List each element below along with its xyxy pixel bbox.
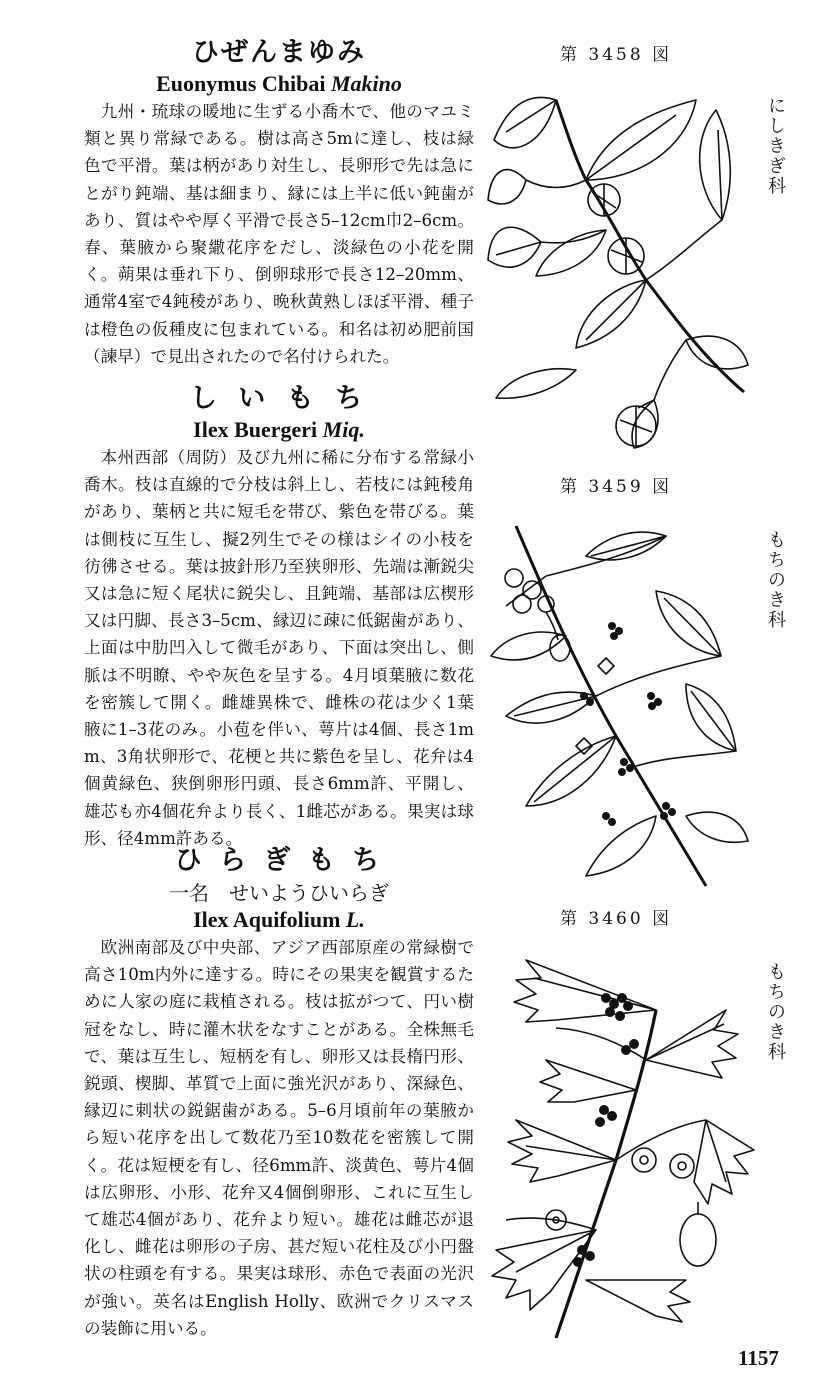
figure-label-3460: 第 3460 図 — [560, 909, 673, 929]
family-label: もちのき科 — [765, 530, 786, 630]
sci-author: L. — [345, 907, 365, 932]
entry-description: 欧洲南部及び中央部、アジア西部原産の常緑樹で高さ10m内外に達する。時にその果実を観賞するために人家の庭に栽植される。枝は拡がつて、円い樹冠をなし、時に灌木状をなすことがある。全株無毛で、葉は互生し、短柄を有し、卵形又は長楕円形、鋭頭、楔脚、革質で上面に強光沢があり、深緑色、縁辺に刺状の鋭鋸歯がある。5–6月頃前年の葉腋から短い花序を出して数花乃至10数花を密簇して開く。花は短梗を有し、径6mm許、淡黄色、萼片4個は広卵形、小形、花弁又4個倒卵形、これに互生して雄芯4個があり、花弁より短い。雄花は雌芯が退化し、雌花は卵形の子房、甚だ短い花柱及び小円盤状の柱頭を有する。果実は球形、赤色で表面の光沢が強い。英名はEnglish Holly、欧洲でクリスマスの装飾に用いる。 — [84, 938, 474, 1338]
illustration-holly-branch — [486, 950, 762, 1340]
illustration-ilex-buergeri-branch — [486, 516, 752, 890]
alternate-name: 一名 せいようひいらぎ — [169, 881, 389, 905]
family-label: にしきぎ科 — [765, 96, 786, 196]
entry-title: ひ ら ぎ も ち — [174, 845, 384, 876]
sci-author: Miq. — [322, 417, 365, 442]
family-label: もちのき科 — [765, 962, 786, 1062]
illustration-euonymus-branch — [486, 70, 752, 460]
sci-author: Makino — [330, 71, 402, 96]
entry-description: 本州西部（周防）及び九州に稀に分布する常緑小喬木。枝は直線的で分枝は斜上し、若枝には鈍稜角があり、葉柄と共に短毛を帯び、紫色を帯びる。葉は側枝に互生し、擬2列生でその様はシイの小枝を彷彿させる。葉は披針形乃至狭卵形、先端は漸鋭尖又は急に短く尾状に鋭尖し、且鈍端、基部は広楔形又は円脚、長さ3–5cm、縁辺に疎に低鋸歯があり、上面は中肋凹入して微毛があり、下面は突出し、側脈は不明瞭、やや灰色を呈する。4月頃葉腋に数花を密簇して開く。雌雄異株で、雌株の花は少く1葉腋に1–3花のみ。小苞を伴い、萼片は4個、長さ1mm、3角状卵形で、花梗と共に紫色を呈し、花弁は4個黄緑色、狭倒卵形円頭、長さ6mm許、平開し、雄芯も亦4個花弁より長く、1雌芯がある。果実は球形、径4mm許ある。 — [84, 448, 474, 848]
entry-shiimochi — [84, 382, 474, 852]
scientific-name — [84, 906, 474, 934]
scientific-name — [84, 70, 474, 98]
sci-binomial: Ilex Aquifolium — [193, 907, 341, 932]
entry-hizenmayumi — [84, 36, 474, 370]
page-number: 1157 — [738, 1346, 779, 1370]
entry-title: ひぜんまゆみ — [192, 37, 366, 68]
figure-label-3459: 第 3459 図 — [560, 477, 673, 497]
entry-description: 九州・琉球の暖地に生ずる小喬木で、他のマユミ類と異り常緑である。樹は高さ5mに達し、枝は緑色で平滑。葉は柄があり対生し、長卵形で先は急にとがり鈍端、基は細まり、縁には上半に低い鈍歯があり、質はやや厚く平滑で長さ5–12cm巾2–6cm。春、葉腋から聚繖花序をだし、淡緑色の小花を開く。蒴果は垂れ下り、倒卵球形で長さ12–20mm、通常4室で4鈍稜があり、晩秋黄熟しほぼ平滑、種子は橙色の仮種皮に包まれている。和名は初め肥前国（諫早）で見出されたので名付けられた。 — [84, 102, 474, 366]
entry-title: し い も ち — [189, 383, 369, 414]
scientific-name — [84, 416, 474, 444]
figure-label-3458: 第 3458 図 — [560, 45, 673, 65]
entry-hiiragimochi — [84, 844, 474, 1342]
sci-binomial: Ilex Buergeri — [193, 417, 318, 442]
sci-binomial: Euonymus Chibai — [156, 71, 326, 96]
